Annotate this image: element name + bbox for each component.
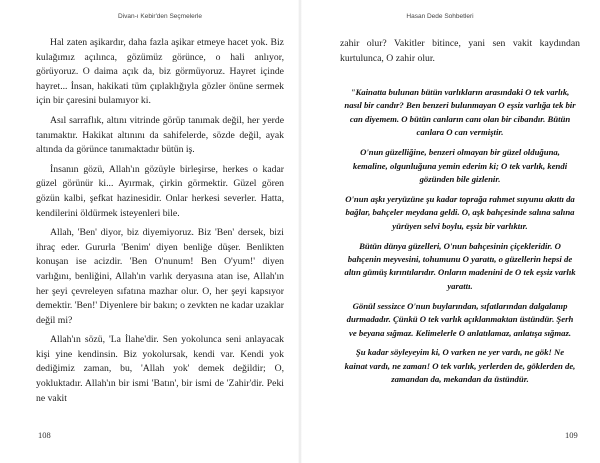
paragraph: Hal zaten aşikardır, daha fazla aşikar etmeye hacet yok. Biz kulağımız açılınca, gözümüz görünce, o hali anlıyor, görüyoruz. O daima açık da, biz görmüyoruz. Hayret içinde hayret... İnsan, hakikati tüm çıplaklığıyla gözler önüne sermek için bir çaresini bulamıyor ki. bbox=[36, 37, 284, 107]
paragraph: zahir olur? Vakitler bitince, yani sen vakit kaydından kurtulunca, O zahir olur. bbox=[340, 38, 580, 64]
left-page-body bbox=[36, 36, 284, 411]
page-number-left: 108 bbox=[38, 430, 51, 440]
quote-paragraph: "Kainatta bulunan bütün varlıkların arasındaki O tek varlık, nasıl bir candır? Ben benzeri bulunmayan O eşsiz varlığa tek bir can diyemem. O bütün canların canı olan bir cibandır. Bütün canlara O can vermiştir. bbox=[344, 87, 576, 138]
quote-paragraph: O'nun aşkı yeryüzüne şu kadar toprağa rahmet suyunu akıttı da bağlar, bahçeler meydana geldi. O, aşk bahçesinde salına salına yürüyen selvi boylu, eşsiz bir varlıktır. bbox=[345, 193, 575, 231]
quote-paragraph: O'nun güzelliğine, benzeri olmayan bir güzel olduğuna, kemaline, olgunluğuna yemin ederim ki; O tek varlık, kendi gözünden bile gizlenir. bbox=[352, 147, 568, 184]
running-header-left: Divan-ı Kebir'den Seçmelerle bbox=[118, 13, 202, 20]
quote-paragraph: Gönül sessizce O'nun buylarından, sıfatlarından dalgalanıp durmadadır. Çünkü O tek varlık açıklanmaktan üstündür. Şerh ve beyana sığmaz. Kelimelerle O anlatılamaz, anlatışa sığmaz. bbox=[346, 300, 574, 338]
page-number-right: 109 bbox=[565, 430, 578, 440]
poem-quote-block bbox=[344, 86, 576, 393]
running-header-right: Hasan Dede Sohbetleri bbox=[406, 13, 474, 20]
paragraph: Allah'ın sözü, 'La İlahe'dir. Sen yokolunca seni anlayacak kişi yine kendinsin. Biz yokolursak, kendi var. Kendi yok dediğimiz zaman, bu, 'Allah yok' demek değildir; O, yokluktadır. Allah'ın bir ismi 'Batın', bir ismi de 'Zahir'dir. Peki ne vakit bbox=[36, 334, 284, 404]
quote-paragraph: Şu kadar söyleyeyim ki, O varken ne yer vardı, ne gök! Ne kainat vardı, ne zaman! O tek varlık, yerlerden de, göklerden de, zamandan da, mekandan da üstündür. bbox=[344, 347, 576, 385]
quote-paragraph: Bütün dünya güzelleri, O'nun bahçesinin çiçekleridir. O bahçenin meyvesini, tohumunu O yarattı, o güzellerin hepsi de altın gümüş kırıntılarıdır. Onların madenini de O tek eşsiz varlık yarattı. bbox=[344, 240, 576, 291]
paragraph: Asıl sarraflık, altını vitrinde görüp tanımak değil, her yerde tanımaktır. Hakikat altınını da sahifelerde, sözde değil, ayak altında da görünce tanımaktadır bütün iş. bbox=[36, 114, 284, 156]
right-page bbox=[300, 0, 600, 463]
right-page-intro bbox=[340, 37, 580, 66]
paragraph: Allah, 'Ben' diyor, biz diyemiyoruz. Biz 'Ben' dersek, bizi ihraç eder. Gururla 'Benim' diyen benliğe düşer. Benlikten konuşan ise acizdir. 'Ben O'nunum! Ben O'yum!' diyen varlığını, benliğini, Allah'ın varlık deryasına atan ise, Allah'ın her şeyi çevreleyen sıfatına mazhar olur. O, her şeyi kapsıyor demektir. 'Ben!' Diyenlere bir bakın; o zevkten ne kadar uzaklar değil mi? bbox=[36, 227, 284, 326]
paragraph: İnsanın gözü, Allah'ın gözüyle birleşirse, herkes o kadar güzel görünür ki... Ayırmak, çirkin görmektir. Güzel gören gözün kalbi, şefkat hazinesidir. Onlar herkesi severler. Hatta, kendilerini öldürmek isteyenleri bile. bbox=[36, 163, 284, 219]
